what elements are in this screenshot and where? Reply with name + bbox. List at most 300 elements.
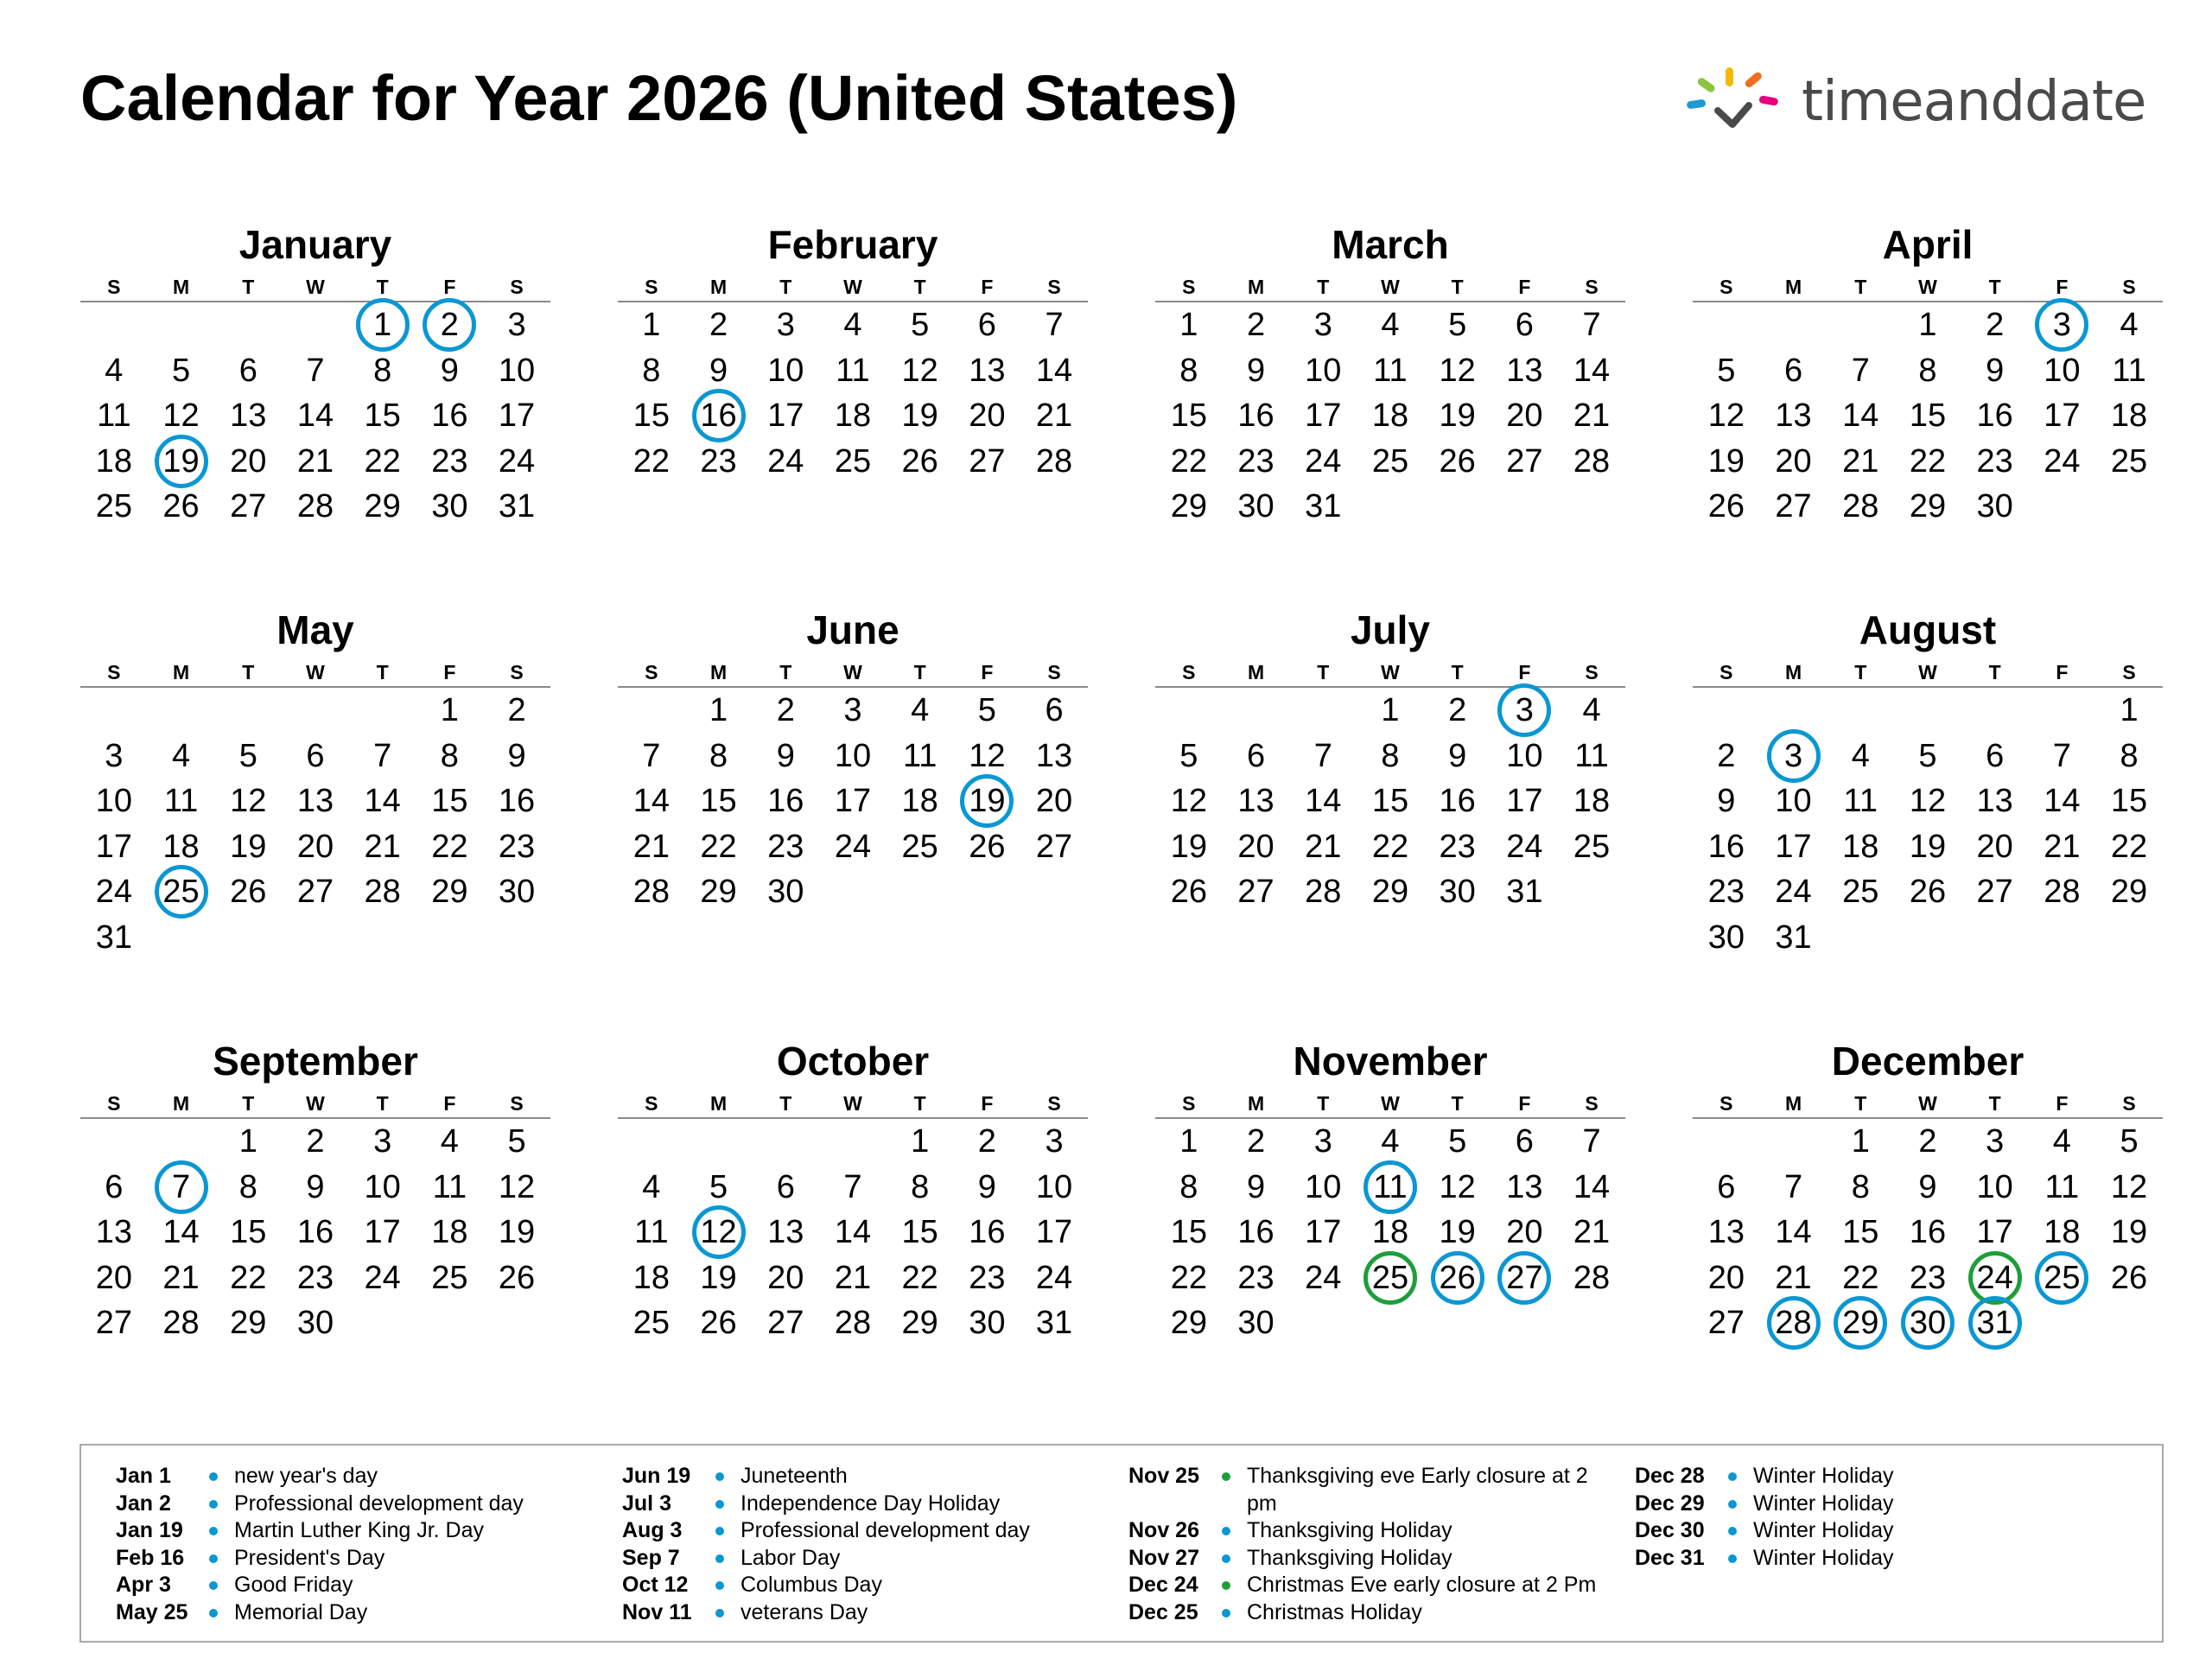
day-cell — [1693, 915, 1760, 961]
month-july — [1155, 607, 1625, 915]
day-number: 28 — [2044, 874, 2081, 911]
day-cell — [80, 1300, 148, 1346]
legend-item — [116, 1517, 600, 1545]
day-cell — [887, 1210, 954, 1255]
day-cell — [954, 1210, 1021, 1255]
weekday-label: S — [1585, 661, 1599, 683]
legend-item — [1128, 1545, 1612, 1573]
legend-item — [622, 1517, 1106, 1545]
day-number: 27 — [1506, 442, 1543, 480]
day-number: 9 — [1246, 352, 1266, 389]
day-number: 5 — [1448, 307, 1467, 344]
day-cell — [887, 348, 954, 394]
day-number: 15 — [1170, 397, 1207, 435]
day-number: 4 — [911, 692, 930, 729]
day-number: 10 — [1305, 352, 1342, 389]
day-cell — [1760, 915, 1827, 961]
day-cell — [1155, 869, 1223, 915]
day-number: 8 — [709, 737, 728, 774]
day-cell — [1020, 824, 1088, 870]
month-title: September — [213, 1039, 418, 1084]
legend-holiday-name: Christmas Eve early closure at 2 Pm — [1247, 1573, 1597, 1597]
day-number: 10 — [1305, 1168, 1342, 1205]
bullet-dot-icon — [209, 1500, 218, 1509]
day-grid — [1155, 688, 1625, 915]
bullet-dot-icon — [1728, 1472, 1737, 1481]
day-number: 27 — [1237, 874, 1274, 911]
day-number: 6 — [977, 307, 996, 344]
day-cell — [819, 688, 887, 734]
day-number: 11 — [163, 783, 199, 820]
day-number: 12 — [230, 783, 267, 820]
page-title: Calendar for Year 2026 (United States) — [80, 62, 1238, 134]
weekday-label: T — [376, 1092, 389, 1115]
day-number: 10 — [2044, 352, 2081, 389]
weekday-label: S — [645, 1092, 658, 1115]
day-number: 5 — [1448, 1123, 1467, 1160]
day-number: 1 — [642, 307, 661, 344]
weekday-label: M — [1247, 1092, 1265, 1115]
day-cell — [349, 439, 416, 485]
day-number: 15 — [1909, 397, 1947, 435]
day-number: 10 — [95, 783, 132, 820]
empty-cell — [1961, 688, 2029, 734]
day-number: 9 — [1717, 783, 1736, 820]
empty-cell — [685, 1119, 753, 1165]
weekday-header — [1155, 658, 1625, 688]
month-september — [80, 1039, 550, 1346]
day-cell — [1894, 1255, 1961, 1301]
day-grid — [1155, 1119, 1625, 1346]
timeanddate-logo[interactable] — [1685, 60, 2169, 147]
day-number: 20 — [230, 442, 267, 480]
day-number: 21 — [1573, 397, 1611, 435]
weekday-label: T — [1317, 276, 1330, 298]
day-number: 16 — [1909, 1214, 1947, 1251]
day-cell — [483, 1119, 550, 1165]
day-number: 5 — [1717, 352, 1736, 389]
day-cell — [752, 734, 819, 779]
month-title: October — [776, 1039, 930, 1084]
weekday-label: S — [107, 661, 121, 683]
day-number: 18 — [834, 397, 872, 435]
day-number: 6 — [1246, 737, 1266, 774]
day-number: 8 — [911, 1168, 930, 1205]
holiday-day — [1357, 1255, 1424, 1301]
day-cell — [1760, 1165, 1827, 1211]
weekday-label: T — [1451, 276, 1464, 298]
day-number: 16 — [1237, 1214, 1274, 1251]
legend-holiday-name: Thanksgiving eve Early closure at 2 pm — [1247, 1464, 1588, 1516]
day-number: 19 — [1909, 828, 1947, 865]
day-number: 7 — [1783, 1168, 1803, 1205]
legend-holiday-name: Professional development day — [234, 1490, 524, 1516]
day-number: 16 — [700, 397, 737, 435]
weekday-label: S — [1585, 276, 1599, 298]
day-cell — [1424, 1210, 1491, 1255]
day-grid — [1155, 302, 1625, 530]
day-cell — [1223, 1119, 1290, 1165]
day-cell — [1357, 302, 1424, 348]
day-number: 19 — [2110, 1214, 2148, 1251]
day-number: 1 — [1179, 1123, 1198, 1160]
day-number: 3 — [1045, 1123, 1064, 1160]
day-cell — [80, 1210, 148, 1255]
day-cell — [282, 1165, 349, 1211]
day-cell — [1223, 1255, 1290, 1301]
day-cell — [1020, 439, 1088, 485]
day-number: 4 — [843, 307, 862, 344]
day-cell — [1357, 688, 1424, 734]
day-cell — [148, 484, 215, 530]
day-number: 22 — [1909, 442, 1947, 480]
legend-column — [1635, 1463, 2119, 1572]
legend-item — [1128, 1599, 1612, 1627]
day-number: 3 — [1986, 1123, 2005, 1160]
day-cell — [483, 869, 550, 915]
month-may — [80, 607, 550, 960]
empty-cell — [618, 1119, 685, 1165]
day-cell — [1491, 393, 1559, 439]
day-cell — [1491, 302, 1559, 348]
empty-cell — [1693, 1119, 1760, 1165]
day-cell — [1693, 779, 1760, 824]
day-number: 21 — [162, 1259, 200, 1296]
day-cell — [1491, 1165, 1559, 1211]
legend-holiday-name: Columbus Day — [741, 1573, 882, 1597]
legend-date: Nov 11 — [622, 1599, 692, 1624]
weekday-label: M — [1247, 661, 1265, 683]
weekday-label: F — [981, 661, 994, 683]
day-number: 17 — [767, 397, 804, 435]
day-number: 12 — [498, 1168, 536, 1205]
day-cell — [1827, 779, 1894, 824]
bullet-dot-icon — [209, 1609, 218, 1618]
day-number: 26 — [1439, 442, 1476, 480]
day-cell — [2095, 302, 2163, 348]
day-number: 26 — [2110, 1259, 2148, 1296]
day-number: 21 — [1305, 828, 1342, 865]
day-number: 4 — [1582, 692, 1601, 729]
day-cell — [416, 824, 484, 870]
day-number: 3 — [776, 307, 795, 344]
day-cell — [483, 393, 550, 439]
day-number: 3 — [1313, 307, 1332, 344]
day-cell — [819, 302, 887, 348]
month-november — [1155, 1039, 1625, 1346]
weekday-label: T — [779, 276, 792, 298]
day-cell — [1155, 1255, 1223, 1301]
holiday-day — [2029, 302, 2096, 348]
weekday-label: S — [2122, 276, 2136, 298]
day-cell — [1894, 484, 1961, 530]
weekday-label: S — [1047, 276, 1061, 298]
day-number: 8 — [1179, 352, 1198, 389]
day-number: 26 — [1909, 874, 1947, 911]
day-cell — [1155, 1210, 1223, 1255]
day-number: 13 — [296, 783, 334, 820]
day-cell — [685, 1165, 753, 1211]
day-cell — [1760, 348, 1827, 394]
weekday-label: W — [1918, 276, 1937, 298]
legend-holiday-name: Juneteenth — [741, 1464, 848, 1488]
month-title: June — [806, 607, 899, 652]
legend-item — [622, 1572, 1106, 1599]
weekday-label: M — [1784, 1092, 1802, 1115]
day-cell — [752, 824, 819, 870]
day-number: 18 — [2110, 397, 2148, 435]
day-cell — [1289, 1210, 1357, 1255]
day-number: 16 — [431, 397, 468, 435]
day-number: 26 — [901, 442, 938, 480]
day-cell — [214, 348, 282, 394]
day-cell — [214, 1210, 282, 1255]
day-number: 20 — [296, 828, 334, 865]
day-number: 10 — [498, 352, 536, 389]
day-number: 29 — [1170, 488, 1207, 525]
day-cell — [416, 439, 484, 485]
day-cell — [1693, 393, 1760, 439]
day-number: 26 — [700, 1305, 737, 1342]
day-cell — [1020, 1255, 1088, 1301]
weekday-label: S — [107, 1092, 121, 1115]
day-number: 24 — [1305, 442, 1342, 480]
day-cell — [1558, 824, 1625, 870]
day-cell — [618, 1255, 685, 1301]
weekday-label: M — [1784, 661, 1802, 683]
day-number: 27 — [969, 442, 1006, 480]
day-cell — [1894, 824, 1961, 870]
day-number: 8 — [440, 737, 459, 774]
weekday-label: W — [843, 1092, 862, 1115]
day-cell — [214, 869, 282, 915]
day-cell — [1424, 302, 1491, 348]
legend-item — [1635, 1463, 2119, 1490]
day-number: 24 — [364, 1259, 401, 1296]
day-number: 25 — [1371, 1259, 1409, 1296]
day-number: 23 — [700, 442, 737, 480]
day-cell — [752, 393, 819, 439]
day-cell — [1961, 734, 2029, 779]
day-cell — [1357, 393, 1424, 439]
day-cell — [416, 484, 484, 530]
weekday-label: W — [843, 276, 862, 298]
legend-item — [1635, 1517, 2119, 1545]
day-number: 8 — [642, 352, 661, 389]
day-cell — [483, 779, 550, 824]
day-number: 23 — [1976, 442, 2013, 480]
day-number: 14 — [1842, 397, 1879, 435]
day-number: 11 — [1574, 737, 1609, 774]
weekday-label: W — [306, 1092, 325, 1115]
day-cell — [148, 1255, 215, 1301]
legend-holiday-name: Christmas Holiday — [1247, 1599, 1422, 1624]
day-number: 2 — [776, 692, 795, 729]
day-number: 6 — [238, 352, 257, 389]
day-cell — [483, 1255, 550, 1301]
day-cell — [1491, 869, 1559, 915]
day-cell — [282, 1119, 349, 1165]
day-number: 11 — [1843, 783, 1878, 820]
day-cell — [416, 869, 484, 915]
bullet-dot-icon — [1222, 1609, 1230, 1618]
day-number: 3 — [507, 307, 526, 344]
holiday-day — [1961, 1300, 2029, 1346]
day-cell — [1827, 824, 1894, 870]
day-number: 25 — [95, 488, 132, 525]
legend-column — [116, 1463, 600, 1626]
day-number: 31 — [1976, 1305, 2013, 1342]
day-cell — [1223, 734, 1290, 779]
day-cell — [1961, 824, 2029, 870]
day-number: 9 — [440, 352, 459, 389]
day-cell — [1693, 439, 1760, 485]
legend-date: Nov 27 — [1128, 1545, 1199, 1570]
holiday-day — [1491, 688, 1559, 734]
day-number: 22 — [700, 828, 737, 865]
day-cell — [483, 439, 550, 485]
day-cell — [2029, 734, 2096, 779]
legend-holiday-name: Winter Holiday — [1753, 1545, 1894, 1570]
day-cell — [887, 302, 954, 348]
day-number: 4 — [1851, 737, 1870, 774]
legend-date: Apr 3 — [116, 1573, 171, 1597]
day-cell — [2095, 1165, 2163, 1211]
day-number: 28 — [296, 488, 334, 525]
bullet-dot-icon — [715, 1609, 724, 1618]
day-cell — [954, 1165, 1021, 1211]
day-cell — [1020, 1210, 1088, 1255]
day-cell — [685, 302, 753, 348]
day-cell — [1693, 1255, 1760, 1301]
day-cell — [1961, 484, 2029, 530]
day-number: 22 — [1842, 1259, 1879, 1296]
day-number: 13 — [1976, 783, 2013, 820]
day-cell — [2095, 1210, 2163, 1255]
day-cell — [148, 393, 215, 439]
day-cell — [483, 1210, 550, 1255]
bullet-dot-icon — [715, 1554, 724, 1563]
day-cell — [954, 734, 1021, 779]
day-number: 27 — [296, 874, 334, 911]
day-cell — [416, 688, 484, 734]
day-cell — [954, 1119, 1021, 1165]
day-cell — [685, 779, 753, 824]
day-number: 27 — [1976, 874, 2013, 911]
day-cell — [1827, 484, 1894, 530]
legend-date: Dec 29 — [1635, 1490, 1705, 1516]
day-cell — [282, 393, 349, 439]
day-number: 19 — [1439, 397, 1476, 435]
month-january — [80, 222, 550, 530]
day-cell — [1289, 484, 1357, 530]
weekday-header — [80, 658, 550, 688]
day-cell — [214, 1165, 282, 1211]
day-number: 15 — [2110, 783, 2148, 820]
day-cell — [685, 348, 753, 394]
day-cell — [1289, 1255, 1357, 1301]
day-number: 26 — [1707, 488, 1745, 525]
day-cell — [1357, 1210, 1424, 1255]
day-cell — [1357, 348, 1424, 394]
legend-holiday-name: Thanksgiving Holiday — [1247, 1518, 1452, 1542]
day-number: 10 — [834, 737, 872, 774]
holiday-day — [1760, 734, 1827, 779]
day-cell — [1961, 439, 2029, 485]
day-number: 7 — [843, 1168, 862, 1205]
day-number: 19 — [162, 442, 200, 480]
day-number: 20 — [95, 1259, 132, 1296]
day-number: 8 — [1851, 1168, 1870, 1205]
weekday-label: F — [981, 276, 994, 298]
day-number: 12 — [700, 1214, 737, 1251]
legend-item — [116, 1545, 600, 1573]
day-cell — [80, 1255, 148, 1301]
day-cell — [618, 1210, 685, 1255]
day-number: 24 — [834, 828, 872, 865]
weekday-label: T — [779, 1092, 792, 1115]
day-cell — [483, 688, 550, 734]
bullet-dot-icon — [209, 1581, 218, 1590]
empty-cell — [148, 1119, 215, 1165]
day-cell — [1223, 1165, 1290, 1211]
day-number: 1 — [373, 307, 392, 344]
day-cell — [1223, 824, 1290, 870]
day-number: 31 — [1506, 874, 1543, 911]
weekday-label: S — [107, 276, 121, 298]
day-number: 27 — [95, 1305, 132, 1342]
day-cell — [1827, 1119, 1894, 1165]
weekday-label: F — [2056, 1092, 2069, 1115]
holiday-day — [416, 302, 484, 348]
day-cell — [752, 348, 819, 394]
day-number: 29 — [1371, 874, 1409, 911]
legend-date: Dec 25 — [1128, 1599, 1198, 1624]
month-december — [1693, 1039, 2163, 1346]
bullet-dot-icon — [209, 1472, 218, 1481]
day-cell — [1894, 302, 1961, 348]
day-cell — [80, 869, 148, 915]
day-cell — [1020, 393, 1088, 439]
day-number: 1 — [1179, 307, 1198, 344]
day-number: 30 — [1237, 488, 1274, 525]
month-june — [618, 607, 1088, 915]
weekday-label: T — [1451, 661, 1464, 683]
day-cell — [1155, 302, 1223, 348]
day-number: 26 — [1170, 874, 1207, 911]
day-number: 30 — [969, 1305, 1006, 1342]
day-number: 18 — [632, 1259, 670, 1296]
day-cell — [282, 1255, 349, 1301]
legend-date: Feb 16 — [116, 1545, 185, 1570]
day-number: 11 — [97, 397, 131, 435]
day-cell — [1558, 348, 1625, 394]
day-cell — [349, 734, 416, 779]
day-number: 24 — [767, 442, 804, 480]
weekday-header — [80, 273, 550, 302]
holiday-day — [685, 1210, 753, 1255]
empty-cell — [80, 688, 148, 734]
day-cell — [214, 1255, 282, 1301]
day-number: 6 — [1515, 307, 1534, 344]
day-number: 20 — [1976, 828, 2013, 865]
day-number: 8 — [238, 1168, 257, 1205]
legend-holiday-name: veterans Day — [741, 1599, 868, 1624]
weekday-label: S — [1182, 276, 1196, 298]
weekday-label: T — [779, 661, 792, 683]
day-number: 1 — [238, 1123, 257, 1160]
day-cell — [349, 348, 416, 394]
